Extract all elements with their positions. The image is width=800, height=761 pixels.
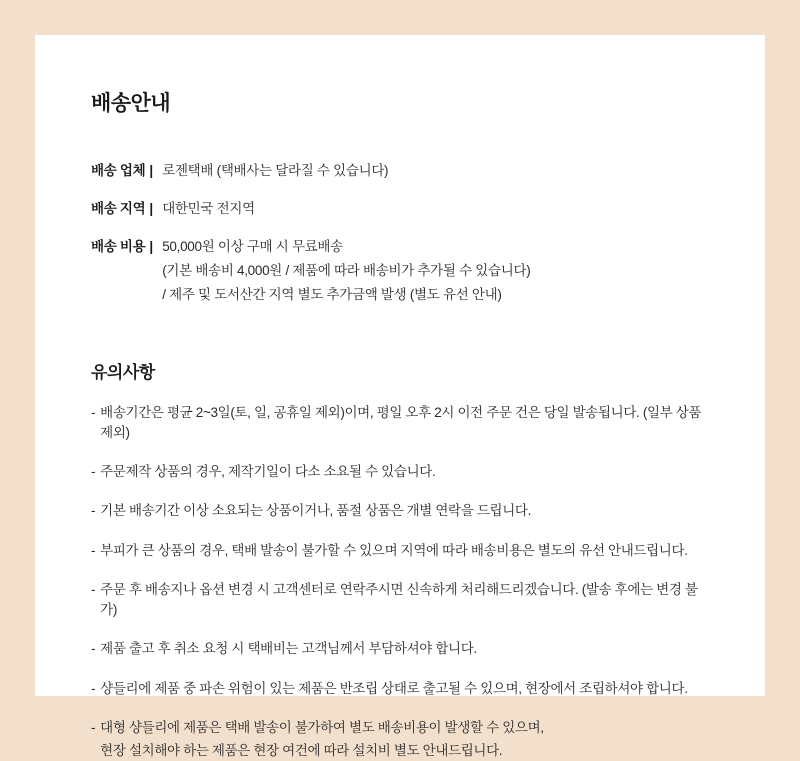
- notice-title: 유의사항: [91, 362, 155, 382]
- notice-text: 제품 출고 후 취소 요청 시 택배비는 고객님께서 부담하셔야 합니다.: [100, 641, 477, 657]
- bullet-dash: -: [91, 542, 96, 558]
- notice-text: 배송기간은 평균 2~3일(토, 일, 공휴일 제외)이며, 평일 오후 2시 이전 주문 건은 당일 발송됩니다. (일부 상품 제외): [100, 404, 702, 440]
- shipping-cost-note-2: / 제주 및 도서산간 지역 별도 추가금액 발생 (별도 유선 안내): [162, 286, 502, 302]
- bullet-dash: -: [91, 719, 96, 735]
- shipping-cost-value: [162, 237, 709, 306]
- notice-text: 기본 배송기간 이상 소요되는 상품이거나, 품절 상품은 개별 연락을 드립니다.: [100, 503, 531, 519]
- notice-text: [100, 718, 709, 761]
- list-item: [91, 541, 709, 561]
- bullet-dash: -: [91, 503, 96, 519]
- page-title: 배송안내: [91, 92, 171, 115]
- shipping-info-row: [91, 161, 709, 182]
- notice-text: 부피가 큰 상품의 경우, 택배 발송이 불가할 수 있으며 지역에 따라 배송비용은 별도의 유선 안내드립니다.: [100, 542, 688, 558]
- list-item: [91, 501, 709, 521]
- bullet-dash: -: [91, 581, 96, 597]
- content-card: [35, 35, 765, 759]
- list-item: [91, 403, 709, 444]
- notice-text: 샹들리에 제품 중 파손 위험이 있는 제품은 반조립 상태로 출고될 수 있으며, 현장에서 조립하셔야 합니다.: [100, 680, 688, 696]
- shipping-cost-note-1: (기본 배송비 4,000원 / 제품에 따라 배송비가 추가될 수 있습니다): [162, 262, 531, 278]
- shipping-info-list: [91, 161, 709, 306]
- bullet-dash: -: [91, 641, 96, 657]
- label-separator: |: [149, 200, 154, 216]
- list-item: [91, 718, 709, 761]
- shipping-cost-label: 배송 비용: [91, 238, 146, 254]
- shipping-cost-main: 50,000원 이상 구매 시 무료배송: [162, 238, 343, 254]
- list-item: [91, 580, 709, 621]
- shipping-info-row: [91, 199, 709, 220]
- label-separator: |: [149, 238, 154, 254]
- list-item: [91, 462, 709, 482]
- list-item: [91, 679, 709, 699]
- shipping-company-value: 로젠택배 (택배사는 달라질 수 있습니다): [162, 163, 389, 178]
- notice-text-sub: 현장 설치해야 하는 제품은 현장 여건에 따라 설치비 별도 안내드립니다.: [100, 743, 503, 759]
- shipping-info-row: [91, 237, 709, 306]
- list-item: [91, 639, 709, 659]
- bullet-dash: -: [91, 404, 96, 420]
- card-inner: [35, 35, 765, 761]
- shipping-area-label: 배송 지역: [91, 200, 146, 216]
- bullet-dash: -: [91, 680, 96, 696]
- notice-text: 주문제작 상품의 경우, 제작기일이 다소 소요될 수 있습니다.: [100, 464, 436, 480]
- notice-text-main: 대형 샹들리에 제품은 택배 발송이 불가하여 별도 배송비용이 발생할 수 있으며,: [100, 719, 544, 735]
- notice-text: 주문 후 배송지나 옵션 변경 시 고객센터로 연락주시면 신속하게 처리해드리겠습니다. (발송 후에는 변경 불가): [100, 581, 698, 618]
- label-separator: |: [149, 163, 154, 178]
- bullet-dash: -: [91, 464, 96, 480]
- notice-list: [91, 403, 709, 761]
- shipping-company-label: 배송 업체: [91, 163, 146, 178]
- shipping-area-value: 대한민국 전지역: [162, 200, 255, 216]
